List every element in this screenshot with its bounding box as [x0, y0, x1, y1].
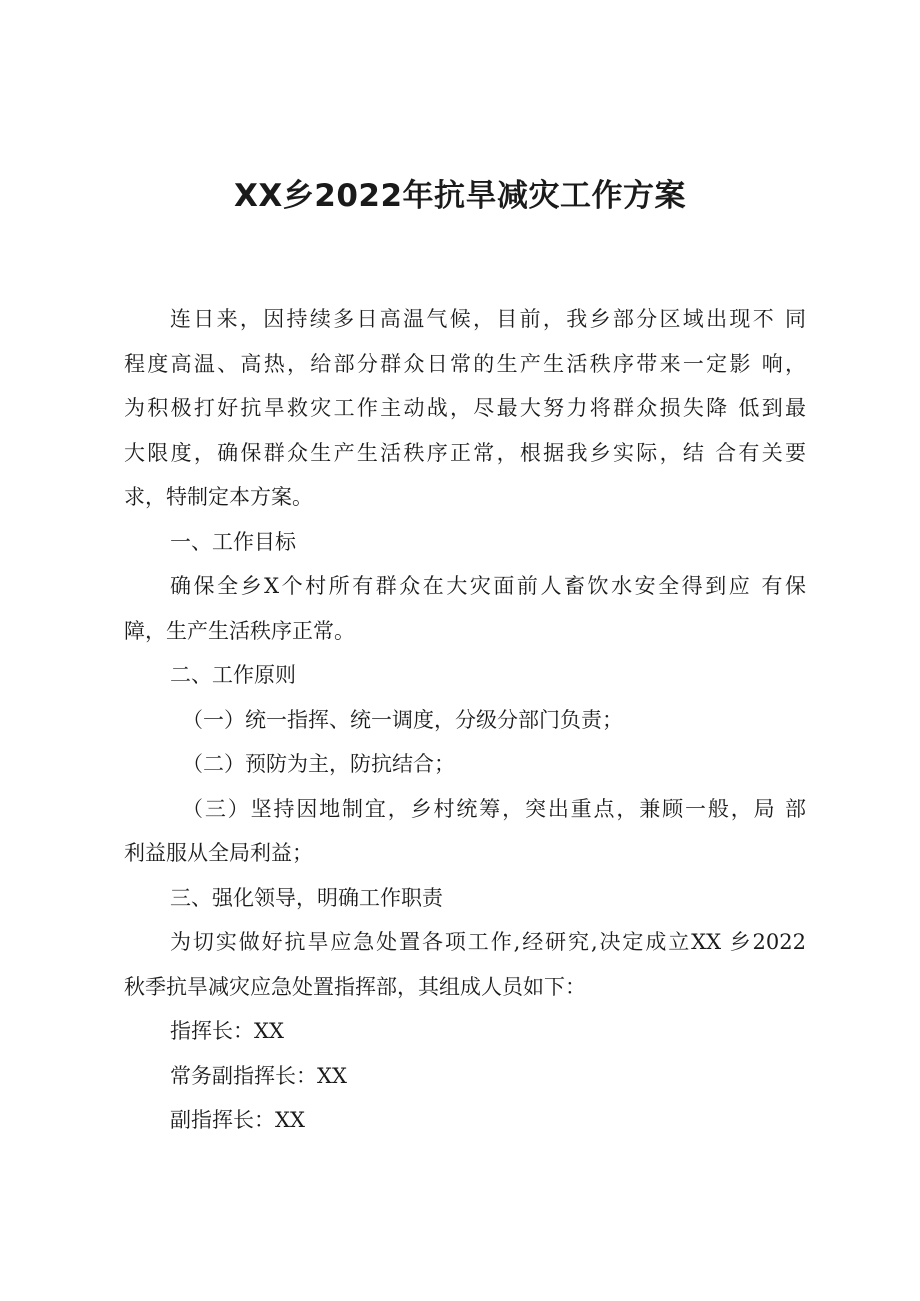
member-line: 常务副指挥长：XX [170, 1064, 347, 1088]
paragraph-line: 为积极打好抗旱救灾工作主动战，尽最大努力将群众损失降 低到最 [124, 396, 806, 420]
paragraph-line: 求，特制定本方案。 [124, 485, 313, 509]
paragraph-line: 为切实做好抗旱应急处置各项工作,经研究,决定成立XX 乡2022 [170, 930, 806, 954]
section-heading: 二、工作原则 [170, 663, 296, 687]
section-heading: 一、工作目标 [170, 530, 296, 554]
paragraph-line: 程度高温、高热，给部分群众日常的生产生活秩序带来一定影 响， [124, 352, 806, 376]
document-title: XX乡2022年抗旱减灾工作方案 [233, 178, 687, 214]
paragraph-line: 大限度，确保群众生产生活秩序正常，根据我乡实际，结 合有关要 [124, 441, 806, 465]
list-item-continuation: 利益服从全局利益； [124, 841, 313, 865]
member-line: 副指挥长：XX [170, 1108, 305, 1132]
member-line: 指挥长：XX [170, 1019, 284, 1043]
list-item: （二）预防为主，防抗结合； [182, 752, 455, 776]
list-item: （三）坚持因地制宜，乡村统筹，突出重点，兼顾一般，局 部 [182, 797, 806, 821]
paragraph-line: 确保全乡X个村所有群众在大灾面前人畜饮水安全得到应 有保 [170, 574, 806, 598]
paragraph-line: 障，生产生活秩序正常。 [124, 619, 355, 643]
list-item: （一）统一指挥、统一调度，分级分部门负责； [182, 708, 623, 732]
section-heading: 三、强化领导，明确工作职责 [170, 886, 443, 910]
paragraph-line: 连日来，因持续多日高温气候，目前，我乡部分区域出现不 同 [170, 307, 806, 331]
paragraph-line: 秋季抗旱减灾应急处置指挥部，其组成人员如下： [124, 975, 586, 999]
